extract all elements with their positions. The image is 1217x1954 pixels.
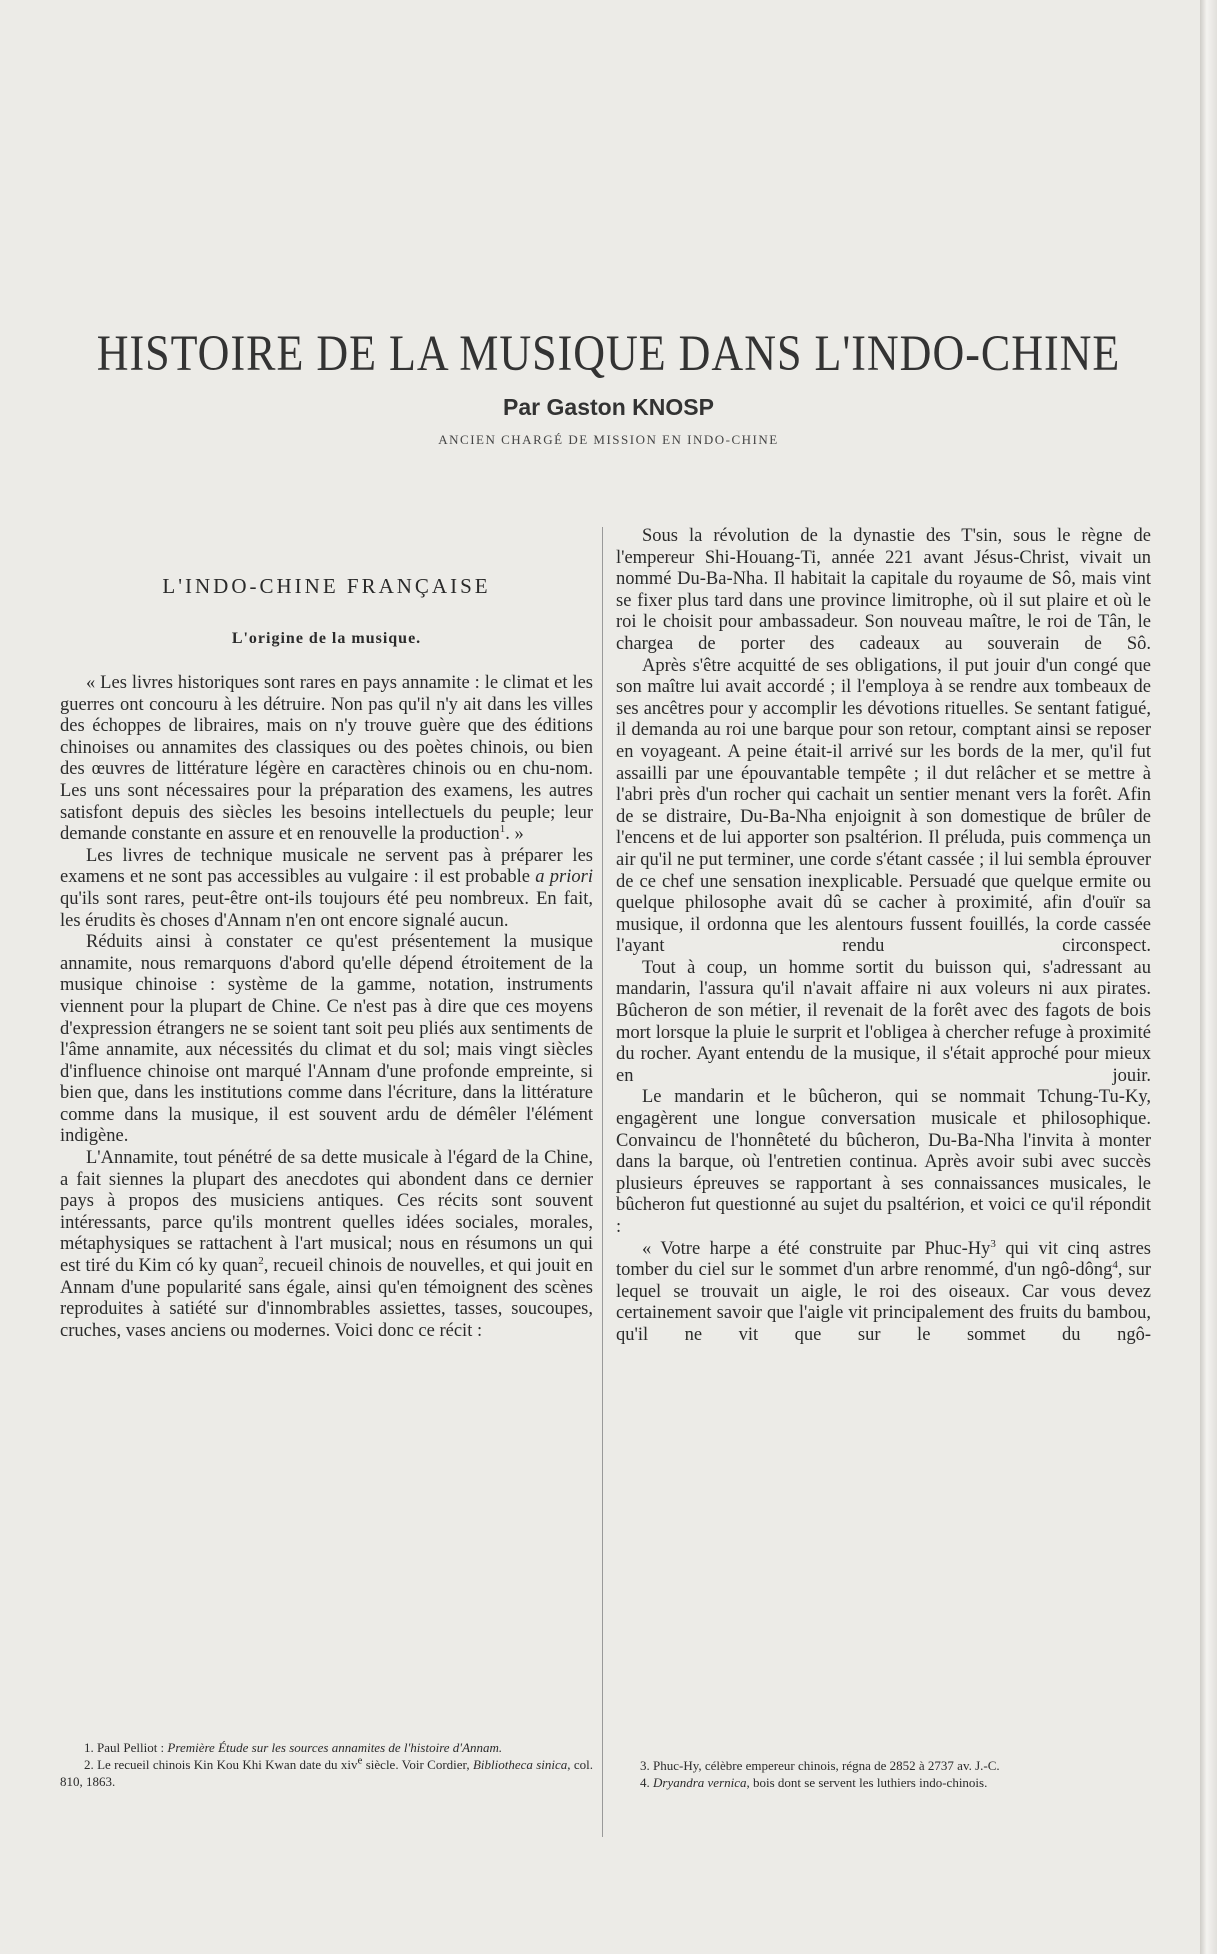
author-line: Par Gaston KNOSP xyxy=(503,394,714,420)
footnote-italic: Bibliotheca sinica xyxy=(472,1757,568,1772)
footnote-text: Phuc-Hy, célèbre empereur chinois, régna de 2852 à 2737 av. J.-C. xyxy=(653,1758,1000,1773)
footnote xyxy=(60,1756,593,1790)
footnote-ref[interactable]: 3 xyxy=(990,1237,996,1250)
footnote xyxy=(616,1757,1151,1774)
footnote xyxy=(60,1739,593,1756)
paragraph: Réduits ainsi à constater ce qu'est présentement la musique annamite, nous remarquons d'abord qu'elle dépend étroitement de la musique chinoise : système de la gamme, notation, instruments viennent pour la plupart de Chine. Ce n'est pas à dire que ces moyens d'expression étrangers ne se soient tant soit peu pliés aux sentiments de l'âme annamite, aux nécessités du climat et du sol; mais vingt siècles d'influence chinoise ont marqué l'Annam d'une profonde empreinte, si bien que, dans les institutions comme dans l'écriture, dans la littérature comme dans la musique, il est souvent ardu de démêler l'élément indigène. xyxy=(60,932,593,1147)
footnote-text: Paul Pelliot : xyxy=(97,1740,168,1755)
footnote-text: siècle. Voir Cordier, xyxy=(362,1757,473,1772)
paragraph xyxy=(60,1148,593,1342)
footnotes-right xyxy=(616,1757,1151,1791)
footnote-ref[interactable]: 2 xyxy=(258,1254,264,1267)
paragraph-text: , sur lequel se trouvait un aigle, le roi des oiseaux. Car vous devez certainement savoir que l'aigle vit principalement des fruits du bambou, qu'il ne vit que sur le sommet du ngô- xyxy=(616,1260,1151,1345)
paragraph-text: . » xyxy=(505,824,524,845)
section-title: L'INDO-CHINE FRANÇAISE xyxy=(162,574,491,598)
paragraph-text: « Les livres historiques sont rares en pays annamite : le climat et les guerres ont concouru à les détruire. Non pas qu'il n'y ait dans les villes des échoppes de libraires, mais on n'y trouve guère que des éditions chinoises ou annamites des classiques ou des poètes chinois, ou bien des œuvres de littérature légère en caractères chinois ou en chu-nom. Les uns sont nécessaires pour la préparation des examens, les autres satisfont depuis des siècles les besoins intellectuels du peuple; leur demande constante en assure et en renouvelle la production xyxy=(60,673,593,845)
paragraph-text: , recueil chinois de nouvelles, et qui jouit en Annam d'une popularité sans égale, ainsi qu'en témoignent des scènes reproduites à satiété sur d'innombrables assiettes, tasses, soucoupes, cruches, vases anciens ou modernes. Voici donc ce récit : xyxy=(60,1256,593,1341)
footnote-ref[interactable]: 1 xyxy=(499,823,506,835)
paragraph-text: qu'ils sont rares, peut-être ont-ils toujours été peu nombreux. En fait, les érudits ès choses d'Annam n'en ont encore signalé aucun. xyxy=(60,888,593,931)
paragraph xyxy=(60,846,593,932)
footnotes-left xyxy=(60,1739,593,1790)
page-edge xyxy=(1200,0,1217,1954)
author-role: ANCIEN CHARGÉ DE MISSION EN INDO-CHINE xyxy=(438,432,779,447)
footnote-number: 1. xyxy=(84,1740,94,1755)
article-title: HISTOIRE DE LA MUSIQUE DANS L'INDO-CHINE xyxy=(96,325,1121,382)
paragraph: Le mandarin et le bûcheron, qui se nommait Tchung-Tu-Ky, engagèrent une longue conversation musicale et philosophique. Convaincu de l'honnêteté du bûcheron, Du-Ba-Nha l'invita à monter dans la barque, où l'entretien continua. Après avoir subi avec succès plusieurs épreuves se rapportant à ses connaissances musicales, le bûcheron fut questionné au sujet du psaltérion, et voici ce qu'il répondit : xyxy=(616,1087,1151,1237)
footnote-number: 3. xyxy=(640,1758,650,1773)
paragraph xyxy=(616,1239,1151,1347)
footnote-number: 2. xyxy=(84,1757,94,1772)
footnote-text: , col. 810, 1863. xyxy=(60,1757,594,1789)
paragraph: Tout à coup, un homme sortit du buisson qui, s'adressant au mandarin, l'assura qu'il n'avait affaire ni aux voleurs ni aux pirates. Bûcheron de son métier, il revenait de la forêt avec des fagots de bois mort lorsque la pluie le surprit et l'obligea à chercher refuge à proximité du rocher. Ayant entendu de la musique, il s'était approché pour mieux en jouir. xyxy=(616,957,1151,1086)
footnote-number: 4. xyxy=(640,1775,650,1790)
italic-text: a priori xyxy=(535,867,593,888)
left-column xyxy=(60,673,593,1342)
paragraph-text: L'Annamite, tout pénétré de sa dette musicale à l'égard de la Chine, a fait siennes la plupart des anecdotes qui abondent dans ce dernier pays à propos des musiciens antiques. Ces récits sont souvent intéressants, parce qu'ils montrent quelles idées sociales, morales, métaphysiques se rattachent à l'art musical; nous en résumons un qui est tiré du Kim có ky quan xyxy=(60,1148,593,1277)
paragraph-text: Les livres de technique musicale ne servent pas à préparer les examens et ne sont pas accessibles au vulgaire : il est probable xyxy=(60,845,593,888)
paragraph: Après s'être acquitté de ses obligations, il put jouir d'un congé que son maître lui avait accordé ; il l'employa à se rendre aux tombeaux de ses ancêtres pour y accomplir les dévotions rituelles. Se sentant fatigué, il demanda au roi une barque pour son retour, comptant ainsi se reposer en voyageant. A peine était-il arrivé sur les bords de la mer, qu'il fut assailli par une épouvantable tempête ; il dut relâcher et se mettre à l'abri près d'un rocher qui cachait un sentier menant vers la forêt. Afin de se distraire, Du-Ba-Nha enjoignit à son domestique de brûler de l'encens et de lui apporter son psaltérion. Il préluda, puis commença un air qu'il ne put terminer, une corde s'étant cassée ; il lui sembla éprouver de ce chef une sensation inexplicable. Persuadé que quelque ermite ou quelque philosophe avait dû se cacher à proximité, afin d'ouïr sa musique, il ordonna que les alentours fussent fouillés, la corde cassée l'ayant rendu circonspect. xyxy=(616,655,1151,957)
column-divider xyxy=(602,527,603,1837)
footnote-italic: Dryandra vernica xyxy=(653,1775,747,1790)
paragraph-text: « Votre harpe a été construite par Phuc-Hy xyxy=(642,1238,991,1259)
right-column xyxy=(616,526,1151,1347)
subsection-title: L'origine de la musique. xyxy=(231,630,422,647)
footnote-italic: Première Étude sur les sources annamites de l'histoire d'Annam. xyxy=(167,1740,503,1755)
footnote-text: Le recueil chinois Kin Kou Khi Kwan date du xiv xyxy=(97,1757,358,1772)
paragraph: Sous la révolution de la dynastie des T'sin, sous le règne de l'empereur Shi-Houang-Ti, année 221 avant Jésus-Christ, vivait un nommé Du-Ba-Nha. Il habitait la capitale du royaume de Sô, mais vint se fixer plus tard dans une province limitrophe, où il sut plaire et où le roi le choisit pour ambassadeur. Son nouveau maître, le roi de Tân, le chargea de porter des cadeaux au souverain de Sô. xyxy=(616,526,1151,654)
footnote-ref[interactable]: 4 xyxy=(1112,1259,1118,1272)
footnote xyxy=(616,1774,1151,1791)
footnote-sup: e xyxy=(357,1754,363,1767)
paragraph-text: qui vit cinq astres tomber du ciel sur le sommet d'un arbre renommé, d'un ngô-dông xyxy=(616,1238,1151,1281)
paragraph xyxy=(60,673,593,846)
footnote-text: , bois dont se servent les luthiers indo-chinois. xyxy=(746,1775,988,1790)
